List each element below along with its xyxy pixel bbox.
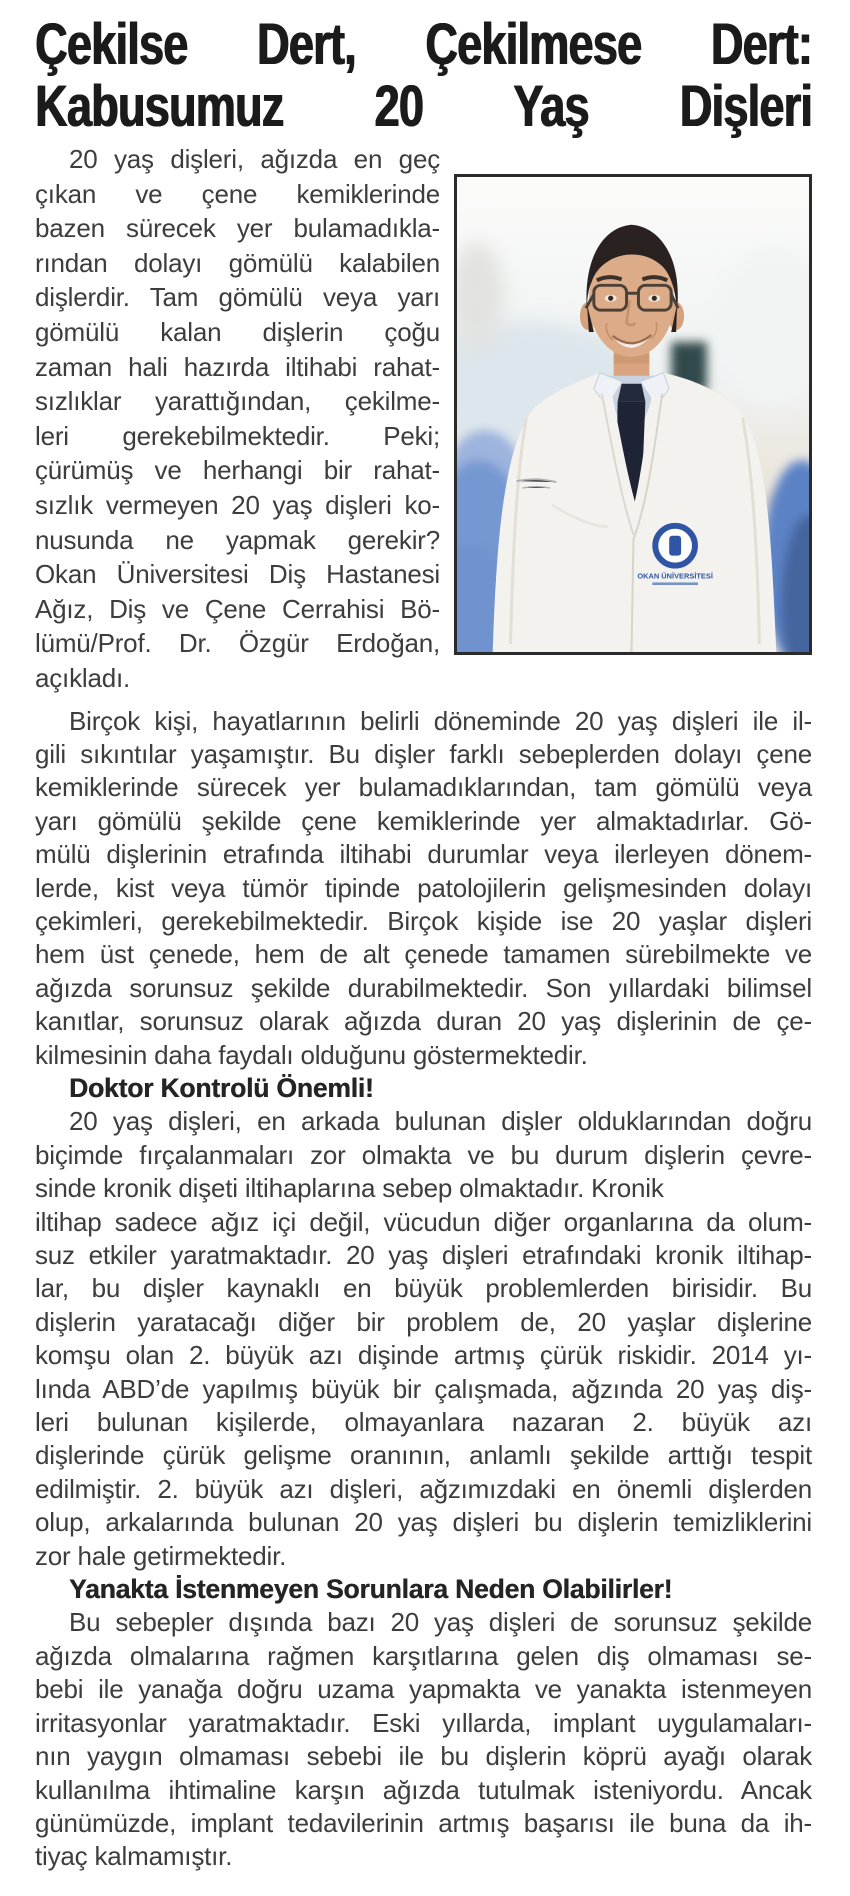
text-line: bebi ile yanağa doğru uzama yapmakta ve yanakta istenmeyen xyxy=(35,1674,812,1705)
text-line: lümü/Prof. Dr. Özgür Erdoğan, xyxy=(35,628,440,659)
text-line: Ağız, Diş ve Çene Cerrahisi Bö- xyxy=(35,593,440,624)
text-line: edilmiştir. 2. büyük azı dişleri, ağzımızdaki en önemli dişlerden xyxy=(35,1473,812,1504)
text-line: iltihap sadece ağız içi değil, vücudun diğer organlarına da olum- xyxy=(35,1206,812,1237)
text-line: lar, bu dişler kaynaklı en büyük problemlerden birisidir. Bu xyxy=(35,1273,812,1304)
article-body xyxy=(35,705,812,1874)
paragraph-3a xyxy=(35,1105,812,1205)
text-line: Okan Üniversitesi Diş Hastanesi xyxy=(35,559,440,590)
text-line: rından dolayı gömülü kalabilen xyxy=(35,247,440,278)
newspaper-article-page xyxy=(0,14,850,1896)
text-line: yarı gömülü şekilde çene kemiklerinde yer almaktadırlar. Gö- xyxy=(35,805,812,836)
text-line: tiyaç kalmamıştır. xyxy=(35,1841,233,1872)
logo-caption: OKAN ÜNİVERSİTESİ xyxy=(637,571,713,581)
text-line: zor hale getirmektedir. xyxy=(35,1540,287,1571)
text-line: nın yaygın olmaması sebebi ile bu dişlerin köprü ayağı olarak xyxy=(35,1741,812,1772)
text-line: nusunda ne yapmak gerekir? xyxy=(35,524,440,555)
text-line: kullanılma ihtimaline karşın ağızda tutulmak isteniyordu. Ancak xyxy=(35,1774,812,1805)
text-line: olup, arkalarında bulunan 20 yaş dişleri bu dişlerin temizliklerini xyxy=(35,1507,812,1538)
text-line: lında ABD’de yapılmış büyük bir çalışmada, ağzında 20 yaş diş- xyxy=(35,1373,812,1404)
text-line: 20 yaş dişleri, ağızda en geç xyxy=(69,144,440,174)
text-line: kemiklerinde sürecek yer bulamadıklarından, tam gömülü veya xyxy=(35,772,812,803)
text-line: dişlerin yaratacağı diğer bir problem de, 20 yaşlar dişlerine xyxy=(35,1306,812,1337)
text-line: Bu sebepler dışında bazı 20 yaş dişleri de sorunsuz şekilde xyxy=(69,1607,812,1638)
text-line: zaman hali hazırda iltihabi rahat- xyxy=(35,351,440,382)
text-line: gömülü kalan dişlerin çoğu xyxy=(35,316,440,347)
text-line: gili sıkıntılar yaşamıştır. Bu dişler farklı sebeplerden dolayı çene xyxy=(35,738,812,769)
doctor-portrait xyxy=(457,177,809,652)
lead-paragraph xyxy=(35,142,440,696)
text-line: leri gerekebilmektedir. Peki; xyxy=(35,420,440,451)
text-line: biçimde fırçalanmaları zor olmakta ve bu durum dişlerin çevre- xyxy=(35,1139,812,1170)
paragraph-2 xyxy=(35,705,812,1072)
doctor-photo xyxy=(454,174,812,655)
text-line: kilmesinin daha faydalı olduğunu göstermektedir. xyxy=(35,1039,588,1070)
article-headline xyxy=(35,14,812,138)
text-line: ağızda olmalarına rağmen karşıtlarına gelen diş olmaması se- xyxy=(35,1640,812,1671)
text-line: bazen sürecek yer bulamadıkla- xyxy=(35,213,440,244)
text-line: suz etkiler yaratmaktadır. 20 yaş dişleri etrafındaki kronik iltihap- xyxy=(35,1240,812,1270)
text-line: günümüzde, implant tedavilerinin artmış başarısı ile buna da ih- xyxy=(35,1807,812,1838)
text-line: Birçok kişi, hayatlarının belirli döneminde 20 yaş dişleri ile il- xyxy=(69,705,812,736)
text-line: hem üst çenede, hem de alt çenede tamamen sürebilmekte ve xyxy=(35,939,812,970)
headline-line-2: Kabusumuz 20 Yaş Dişleri xyxy=(35,74,812,139)
text-line: sızlıklar yarattığından, çekilme- xyxy=(35,386,440,417)
text-line: 20 yaş dişleri, en arkada bulunan dişler olduklarından doğru xyxy=(69,1106,812,1137)
subheading-cheek-problems: Yanakta İstenmeyen Sorunlara Neden Olabilirler! xyxy=(69,1574,673,1605)
text-line: ağızda sorunsuz şekilde durabilmektedir. Son yıllardaki bilimsel xyxy=(35,972,812,1003)
text-line: dişlerdir. Tam gömülü veya yarı xyxy=(35,282,440,313)
text-line: sinde kronik dişeti iltihaplarına sebep olmaktadır. Kronik xyxy=(35,1173,664,1204)
text-line: kanıtlar, sorunsuz olarak ağızda duran 20 yaş dişlerinin de çe- xyxy=(35,1006,812,1037)
text-line: lerde, kist veya tümör tipinde patolojilerin gelişmesinden dolayı xyxy=(35,872,812,903)
text-line: açıkladı. xyxy=(35,662,131,693)
text-line: leri bulunan kişilerde, olmayanlara nazaran 2. büyük azı xyxy=(35,1407,812,1438)
article-content xyxy=(35,14,812,1874)
text-line: çürümüş ve herhangi bir rahat- xyxy=(35,455,440,486)
text-line: çekimleri, gerekebilmektedir. Birçok kişide ise 20 yaşlar dişleri xyxy=(35,905,812,936)
text-line: irritasyonlar yaratmaktadır. Eski yıllarda, implant uygulamaları- xyxy=(35,1707,812,1738)
lead-section xyxy=(35,142,812,696)
text-line: mülü dişlerinin etrafında iltihabi durumlar veya ilerleyen dönem- xyxy=(35,839,812,870)
paragraph-4 xyxy=(35,1606,812,1873)
paragraph-3b xyxy=(35,1206,812,1573)
text-line: komşu olan 2. büyük azı dişinde artmış çürük riskidir. 2014 yı- xyxy=(35,1340,812,1371)
text-line: dişlerinde çürük gelişme oranının, anlamlı şekilde arttığı tespit xyxy=(35,1440,812,1471)
text-line: sızlık vermeyen 20 yaş dişleri ko- xyxy=(35,489,440,520)
text-line: çıkan ve çene kemiklerinde xyxy=(35,178,440,209)
headline-line-1: Çekilse Dert, Çekilmese Dert: xyxy=(35,12,812,77)
logo-caption-subline xyxy=(652,582,698,585)
subheading-doctor-control: Doktor Kontrolü Önemli! xyxy=(69,1072,374,1103)
